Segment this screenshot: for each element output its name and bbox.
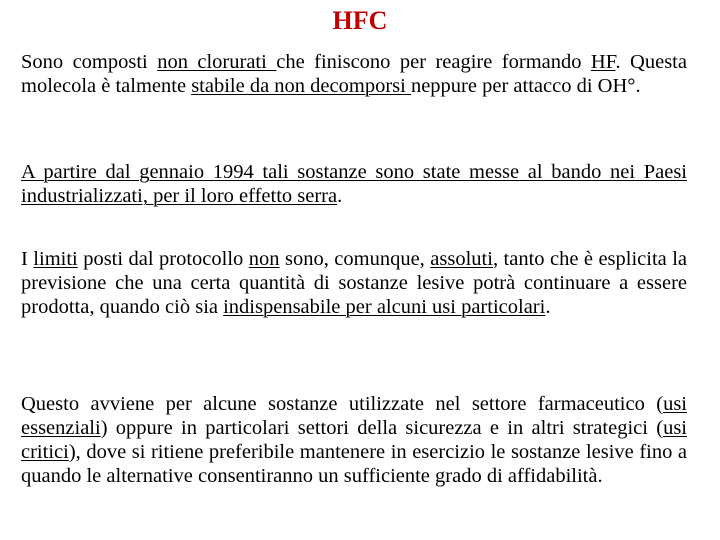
text-run: posti dal protocollo bbox=[77, 248, 249, 270]
paragraph-limits bbox=[21, 247, 687, 319]
slide-title: HFC bbox=[332, 6, 388, 35]
underlined-run: HF bbox=[590, 51, 616, 73]
text-run: sono, comunque, bbox=[279, 248, 431, 270]
text-run: ) oppure in particolari settori della sicurezza e in altri strategici ( bbox=[100, 417, 664, 439]
text-run: che finiscono per reagire formando bbox=[276, 51, 591, 73]
underlined-run: non bbox=[248, 248, 280, 270]
text-run: neppure per attacco di OH°. bbox=[410, 75, 641, 97]
text-run: Sono composti bbox=[21, 51, 158, 73]
text-run: . bbox=[545, 296, 551, 318]
underlined-run: A partire dal gennaio 1994 tali sostanze sono state messe al bando nei Paesi industrializzati, per il loro effetto serra bbox=[21, 161, 687, 207]
text-run: , tanto che è esplicita la previsione che una certa quantità di sostanze lesive potrà continuare a essere prodotta, quando ciò sia bbox=[21, 248, 688, 318]
text-run: Questo avviene per alcune sostanze utilizzate nel settore farmaceutico ( bbox=[21, 393, 664, 415]
text-run: . bbox=[337, 185, 343, 207]
underlined-run: limiti bbox=[33, 248, 78, 270]
text-run: I bbox=[21, 248, 34, 270]
underlined-run: assoluti bbox=[430, 248, 493, 270]
underlined-run: non clorurati bbox=[157, 51, 277, 73]
underlined-run: indispensabile per alcuni usi particolari bbox=[223, 296, 546, 318]
paragraph-uses bbox=[21, 392, 687, 488]
underlined-run: usi critici bbox=[21, 417, 687, 463]
underlined-run: stabile da non decomporsi bbox=[191, 75, 411, 97]
underlined-run: usi essenziali bbox=[21, 393, 687, 439]
text-run: ), dove si ritiene preferibile mantenere in esercizio le sostanze lesive fino a quando le alternative consentiranno un sufficiente grado di affidabilità. bbox=[21, 441, 687, 487]
paragraph-ban bbox=[21, 160, 687, 208]
paragraph-composition bbox=[21, 50, 687, 98]
text-run: . Questa molecola è talmente bbox=[21, 51, 687, 97]
